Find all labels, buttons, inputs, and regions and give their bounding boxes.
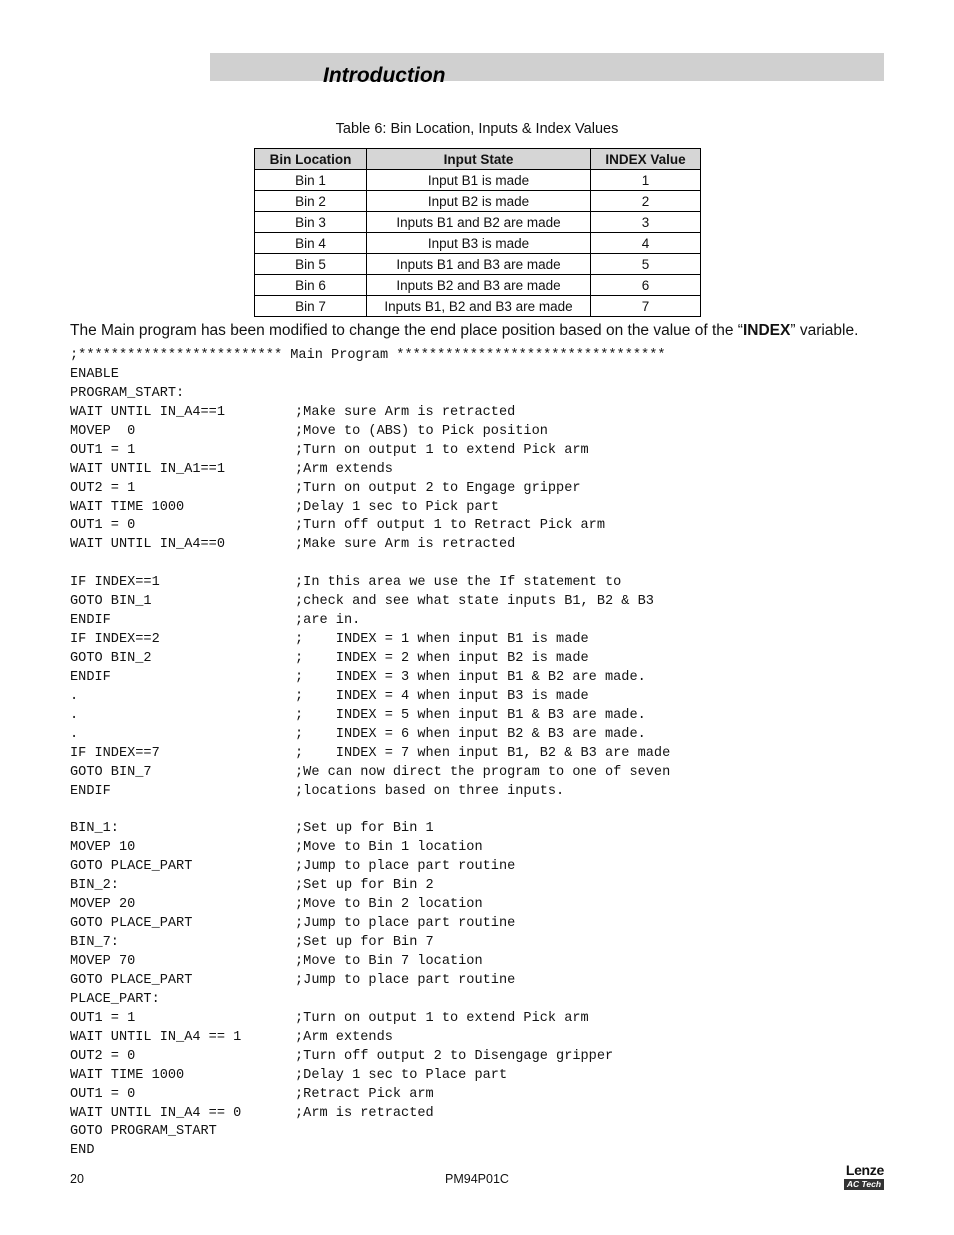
code-statement: MOVEP 10 xyxy=(70,840,136,856)
cell-index-value: 2 xyxy=(591,191,701,212)
cell-input-state: Input B3 is made xyxy=(367,233,591,254)
code-statement: IF INDEX==2 xyxy=(70,632,160,648)
code-comment: ;Arm extends xyxy=(295,1029,393,1045)
code-statement: GOTO BIN_1 xyxy=(70,594,152,610)
cell-bin-location: Bin 3 xyxy=(255,212,367,233)
intro-paragraph xyxy=(70,322,858,340)
lenze-logo xyxy=(844,1163,884,1190)
code-comment: ; INDEX = 5 when input B1 & B3 are made. xyxy=(295,707,646,723)
code-comment: ;Turn off output 1 to Retract Pick arm xyxy=(295,518,605,534)
intro-text-before: The Main program has been modified to change the end place position based on the value of the “ xyxy=(70,322,743,339)
code-statement: END xyxy=(70,1143,95,1159)
code-comment: ;Make sure Arm is retracted xyxy=(295,404,516,420)
code-statement: ENDIF xyxy=(70,783,111,799)
code-comment: ;Move to (ABS) to Pick position xyxy=(295,423,548,439)
code-statement: ENDIF xyxy=(70,669,111,685)
code-statement: . xyxy=(70,726,79,742)
cell-index-value: 7 xyxy=(591,296,701,317)
code-statement: ENABLE xyxy=(70,366,119,382)
code-comment: ;Turn on output 1 to extend Pick arm xyxy=(295,442,589,458)
cell-input-state: Inputs B1 and B3 are made xyxy=(367,254,591,275)
code-statement: IF INDEX==1 xyxy=(70,575,160,591)
cell-bin-location: Bin 5 xyxy=(255,254,367,275)
table-row xyxy=(255,212,701,233)
code-comment: ;Delay 1 sec to Place part xyxy=(295,1067,508,1083)
code-statement: WAIT TIME 1000 xyxy=(70,499,185,515)
cell-input-state: Inputs B1, B2 and B3 are made xyxy=(367,296,591,317)
cell-index-value: 4 xyxy=(591,233,701,254)
table-row xyxy=(255,170,701,191)
document-code: PM94P01C xyxy=(445,1172,509,1186)
cell-bin-location: Bin 7 xyxy=(255,296,367,317)
code-comment: ;Move to Bin 1 location xyxy=(295,840,483,856)
code-statement: GOTO PLACE_PART xyxy=(70,972,193,988)
code-comment: ;Jump to place part routine xyxy=(295,859,516,875)
code-comment: ;In this area we use the If statement to xyxy=(295,575,622,591)
code-statement: GOTO PLACE_PART xyxy=(70,916,193,932)
code-comment: ; INDEX = 7 when input B1, B2 & B3 are made xyxy=(295,745,671,761)
code-comment: ;Move to Bin 7 location xyxy=(295,954,483,969)
logo-sub: AC Tech xyxy=(844,1179,884,1190)
section-title: Introduction xyxy=(323,64,446,87)
code-statement: WAIT UNTIL IN_A1==1 xyxy=(70,461,225,477)
code-statement: OUT1 = 1 xyxy=(70,1010,136,1026)
code-statement: WAIT UNTIL IN_A4==1 xyxy=(70,404,225,420)
table-row xyxy=(255,191,701,212)
code-comment: ; INDEX = 4 when input B3 is made xyxy=(295,688,589,704)
code-comment: ;Make sure Arm is retracted xyxy=(295,537,516,553)
code-comment: ;Jump to place part routine xyxy=(295,916,516,932)
code-comment: ;Turn on output 1 to extend Pick arm xyxy=(295,1010,589,1026)
cell-input-state: Inputs B1 and B2 are made xyxy=(367,212,591,233)
code-statement: OUT2 = 1 xyxy=(70,480,136,496)
column-header-index-value: INDEX Value xyxy=(591,149,701,170)
code-comment: ;Arm is retracted xyxy=(295,1105,434,1121)
code-statement: MOVEP 70 xyxy=(70,954,136,969)
intro-text-bold: INDEX xyxy=(742,322,791,339)
code-comment: ; INDEX = 6 when input B2 & B3 are made. xyxy=(295,726,646,742)
code-statement: PLACE_PART: xyxy=(70,991,160,1007)
code-comment: ;Set up for Bin 7 xyxy=(295,935,434,951)
table-row xyxy=(255,275,701,296)
code-statement: GOTO PROGRAM_START xyxy=(70,1124,217,1140)
cell-bin-location: Bin 4 xyxy=(255,233,367,254)
header-bar xyxy=(210,53,884,81)
table-caption: Table 6: Bin Location, Inputs & Index Values xyxy=(335,121,619,137)
code-statement: WAIT TIME 1000 xyxy=(70,1067,185,1083)
code-comment: ;We can now direct the program to one of seven xyxy=(295,764,671,780)
code-comment: ;Turn off output 2 to Disengage gripper xyxy=(295,1048,614,1064)
table-row xyxy=(255,296,701,317)
code-statement: BIN_7: xyxy=(70,935,119,951)
code-statement: IF INDEX==7 xyxy=(70,745,160,761)
table-row xyxy=(255,233,701,254)
column-header-bin-location: Bin Location xyxy=(255,149,367,170)
table-row xyxy=(255,254,701,275)
code-statement: WAIT UNTIL IN_A4 == 0 xyxy=(70,1105,242,1121)
column-header-input-state: Input State xyxy=(367,149,591,170)
code-comment: ;Jump to place part routine xyxy=(295,972,516,988)
code-comment: ;Set up for Bin 2 xyxy=(295,878,434,894)
cell-bin-location: Bin 6 xyxy=(255,275,367,296)
bin-index-table xyxy=(254,148,701,317)
code-comment: ;check and see what state inputs B1, B2 & B3 xyxy=(295,594,654,610)
code-statement: GOTO BIN_7 xyxy=(70,764,152,780)
cell-index-value: 3 xyxy=(591,212,701,233)
code-comment: ;locations based on three inputs. xyxy=(295,783,565,799)
code-statement: OUT1 = 0 xyxy=(70,518,136,534)
code-statement: WAIT UNTIL IN_A4==0 xyxy=(70,537,225,553)
code-comment: ;Retract Pick arm xyxy=(295,1086,434,1102)
code-statement: . xyxy=(70,707,79,723)
cell-input-state: Inputs B2 and B3 are made xyxy=(367,275,591,296)
code-statement: OUT1 = 0 xyxy=(70,1086,136,1102)
code-statement: PROGRAM_START: xyxy=(70,385,185,401)
cell-bin-location: Bin 1 xyxy=(255,170,367,191)
code-statement: GOTO BIN_2 xyxy=(70,651,152,666)
cell-index-value: 6 xyxy=(591,275,701,296)
code-statement: MOVEP 20 xyxy=(70,897,136,913)
cell-index-value: 5 xyxy=(591,254,701,275)
code-statement: ENDIF xyxy=(70,613,111,629)
code-comment: ; INDEX = 2 when input B2 is made xyxy=(295,651,589,666)
intro-text-after: ” variable. xyxy=(790,322,859,339)
code-statement: BIN_2: xyxy=(70,878,119,894)
code-comment: ;Turn on output 2 to Engage gripper xyxy=(295,480,581,496)
code-statement: GOTO PLACE_PART xyxy=(70,859,193,875)
code-statement: . xyxy=(70,688,79,704)
table-body xyxy=(255,170,701,317)
code-comment: ; INDEX = 1 when input B1 is made xyxy=(295,632,589,648)
code-comment: ;************************* Main Program ********************************* xyxy=(70,348,666,363)
table-header-row xyxy=(255,149,701,170)
page-number: 20 xyxy=(70,1172,84,1186)
code-statement: WAIT UNTIL IN_A4 == 1 xyxy=(70,1029,242,1045)
code-comment: ; INDEX = 3 when input B1 & B2 are made. xyxy=(295,669,646,685)
code-comment: ;Delay 1 sec to Pick part xyxy=(295,499,499,515)
code-comment: ;Move to Bin 2 location xyxy=(295,897,483,913)
cell-input-state: Input B1 is made xyxy=(367,170,591,191)
code-comment: ;Arm extends xyxy=(295,461,393,477)
cell-bin-location: Bin 2 xyxy=(255,191,367,212)
code-comment: ;Set up for Bin 1 xyxy=(295,821,434,837)
logo-name: Lenze xyxy=(845,1162,884,1178)
cell-input-state: Input B2 is made xyxy=(367,191,591,212)
code-statement: MOVEP 0 xyxy=(70,423,136,439)
cell-index-value: 1 xyxy=(591,170,701,191)
code-statement: BIN_1: xyxy=(70,821,119,837)
code-statement: OUT2 = 0 xyxy=(70,1048,136,1064)
code-statement: OUT1 = 1 xyxy=(70,442,136,458)
code-comment: ;are in. xyxy=(295,613,361,629)
